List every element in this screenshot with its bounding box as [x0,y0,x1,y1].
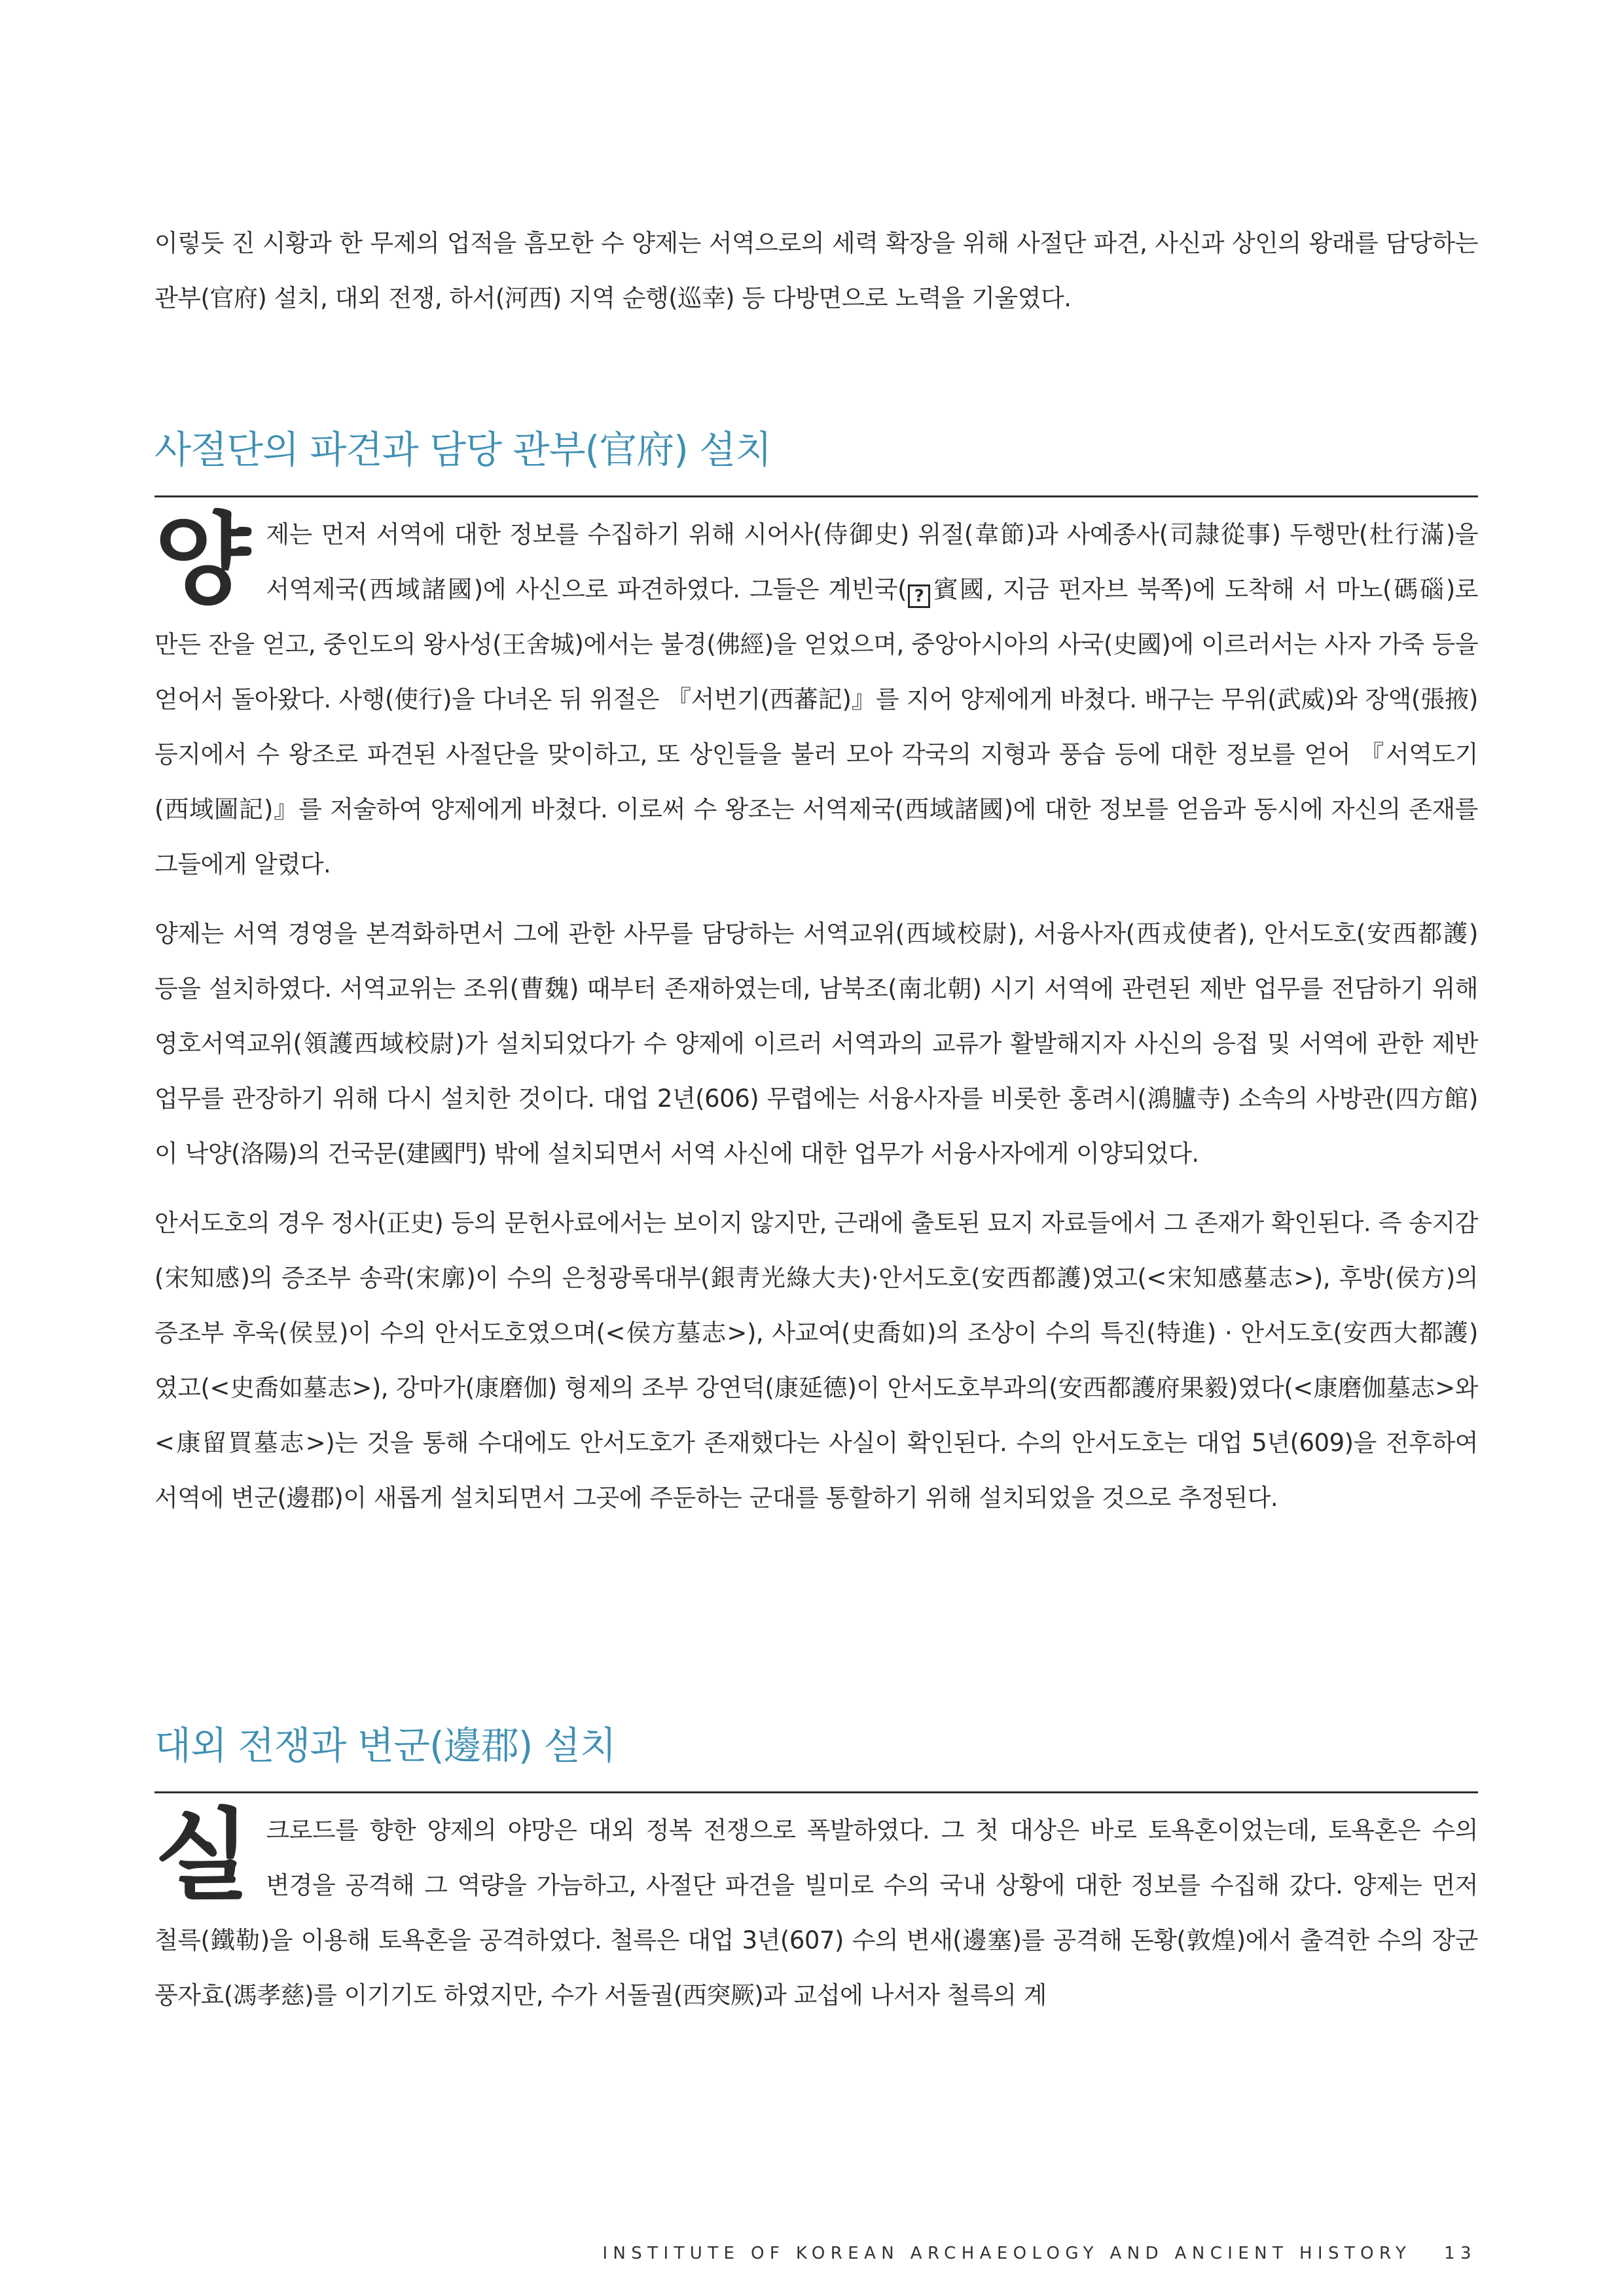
footer-institute: INSTITUTE OF KOREAN ARCHAEOLOGY AND ANCIENT HISTORY [602,2244,1412,2263]
heading-rule [154,1791,1478,1793]
paragraph-text: 제는 먼저 서역에 대한 정보를 수집하기 위해 시어사(侍御史) 위절(韋節)과 사예종사(司隷從事) 두행만(杜行滿)을 서역제국(西域諸國)에 사신으로 파견하였다. 그들은 계빈국( [266,520,1478,603]
section-wars [154,1798,1478,2023]
section-envoys [154,502,1479,1526]
paragraph-text: 크로드를 향한 양제의 야망은 대외 정복 전쟁으로 폭발하였다. 그 첫 대상은 바로 토욕혼이었는데, 토욕혼은 수의 변경을 공격해 그 역량을 가늠하고, 사절단 파견을 빌미로 수의 국내 상황에 대한 정보를 수집해 갔다. 양제는 먼저 철륵(鐵勒)을 이용해 토욕혼을 공격하였다. 철륵은 대업 3년(607) 수의 변새(邊塞)를 공격해 돈황(敦煌)에서 출격한 수의 장군 풍자효(馮孝慈)를 이기기도 하였지만, 수가 서돌궐(西突厥)과 교섭에 나서자 철륵의 계 [154,1816,1478,2009]
paragraph-text-continued: 賓國, 지금 펀자브 북쪽)에 도착해 서 마노(碼碯)로 만든 잔을 얻고, 중인도의 왕사성(王舍城)에서는 불경(佛經)을 얻었으며, 중앙아시아의 사국(史國)에 이르러서는 사자 가죽 등을 얻어서 돌아왔다. 사행(使行)을 다녀온 뒤 위절은 『서번기(西蕃記)』를 지어 양제에게 바쳤다. 배구는 무위(武威)와 장액(張掖) 등지에서 수 왕조로 파견된 사절단을 맞이하고, 또 상인들을 불러 모아 각국의 지형과 풍습 등에 대한 정보를 얻어 『서역도기(西域圖記)』를 저술하여 양제에게 바쳤다. 이로써 수 왕조는 서역제국(西域諸國)에 대한 정보를 얻음과 동시에 자신의 존재를 그들에게 알렸다. [154,575,1479,878]
section-heading-envoys: 사절단의 파견과 담당 관부(官府) 설치 [154,427,772,472]
heading-rule [154,495,1478,497]
section-envoys-paragraph-3: 안서도호의 경우 정사(正史) 등의 문헌사료에서는 보이지 않지만, 근래에 출토된 묘지 자료들에서 그 존재가 확인된다. 즉 송지감(宋知感)의 증조부 송곽(宋廓)이 수의 은청광록대부(銀靑光綠大夫)·안서도호(安西都護)였고(<宋知感墓志>), 후방(侯方)의 증조부 후욱(侯昱)이 수의 안서도호였으며(<侯方墓志>), 사교여(史喬如)의 조상이 수의 특진(特進) · 안서도호(安西大都護)였고(<史喬如墓志>), 강마가(康磨伽) 형제의 조부 강연덕(康延德)이 안서도호부과의(安西都護府果毅)였다(<康磨伽墓志>와 <康留買墓志>)는 것을 통해 수대에도 안서도호가 존재했다는 사실이 확인된다. 수의 안서도호는 대업 5년(609)을 전후하여 서역에 변군(邊郡)이 새롭게 설치되면서 그곳에 주둔하는 군대를 통할하기 위해 설치되었을 것으로 추정된다. [154,1209,1478,1512]
drop-cap: 양 [154,502,251,618]
section-wars-paragraph-1 [154,1798,1478,2023]
drop-cap: 실 [154,1798,251,1914]
intro-paragraph: 이렇듯 진 시황과 한 무제의 업적을 흠모한 수 양제는 서역으로의 세력 확장을 위해 사절단 파견, 사신과 상인의 왕래를 담당하는 관부(官府) 설치, 대외 전쟁, 하서(河西) 지역 순행(巡幸) 등 다방면으로 노력을 기울였다. [154,229,1478,312]
section-envoys-paragraph-2: 양제는 서역 경영을 본격화하면서 그에 관한 사무를 담당하는 서역교위(西域校尉), 서융사자(西戎使者), 안서도호(安西都護) 등을 설치하였다. 서역교위는 조위(曹魏) 때부터 존재하였는데, 남북조(南北朝) 시기 서역에 관련된 제반 업무를 전담하기 위해 영호서역교위(領護西域校尉)가 설치되었다가 수 양제에 이르러 서역과의 교류가 활발해지자 사신의 응접 및 서역에 관한 제반 업무를 관장하기 위해 다시 설치한 것이다. 대업 2년(606) 무렵에는 서융사자를 비롯한 홍려시(鴻臚寺) 소속의 사방관(四方館)이 낙양(洛陽)의 건국문(建國門) 밖에 설치되면서 서역 사신에 대한 업무가 서융사자에게 이양되었다. [154,920,1478,1168]
section-heading-wars: 대외 전쟁과 변군(邊郡) 설치 [154,1723,616,1768]
page-footer [547,2244,1477,2263]
missing-glyph-icon: ? [908,584,930,608]
section-envoys-paragraph-1 [154,502,1479,892]
page-number: 13 [1444,2244,1477,2263]
